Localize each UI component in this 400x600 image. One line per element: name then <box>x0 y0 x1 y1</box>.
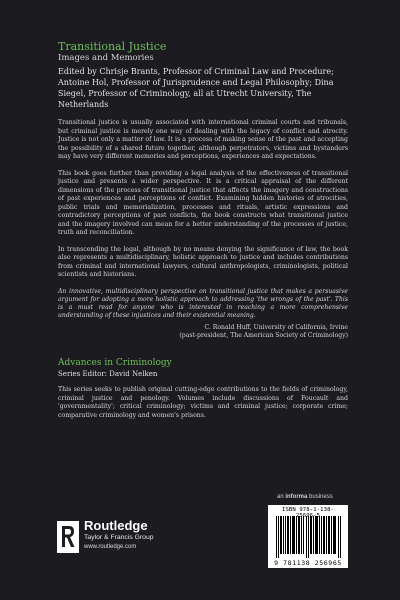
endorsement-author: C. Ronald Huff, University of California, Irvine <box>204 323 348 331</box>
informa-tagline <box>277 494 333 500</box>
informa-suffix: business <box>307 494 333 500</box>
isbn-number: ISBN 978-1-138-2 696-5 <box>281 507 335 519</box>
publisher-url: www.routledge.com <box>84 544 137 550</box>
informa-prefix: an <box>277 494 286 500</box>
routledge-logo-icon <box>57 521 79 553</box>
book-title: Transitional Justice <box>58 40 167 53</box>
barcode-bars <box>276 516 342 558</box>
book-subtitle: Images and Memories <box>58 53 154 63</box>
publisher-group: Taylor & Francis Group <box>84 534 154 541</box>
endorsement-author-role: (past-president, The American Society of Criminology) <box>179 331 348 339</box>
blurb-paragraph-3: In transcending the legal, although by no means denying the significance of law, the book also represents a multidisciplinary, holistic approach to justice and includes contributions from criminal and international lawyers, cultural anthropologists, criminologists, political scientists and historians. <box>58 245 348 278</box>
series-editor: Series Editor: David Nelken <box>58 370 158 379</box>
back-cover-text <box>58 40 348 420</box>
publisher-name: Routledge <box>84 518 148 533</box>
isbn-barcode <box>268 505 348 568</box>
informa-brand: informa <box>285 494 308 500</box>
series-title: Advances in Criminology <box>58 358 172 369</box>
endorsement-quote: An innovative, multidisciplinary perspective on transitional justice that makes a persuasive argument for adopting a more holistic approach to addressing 'the wrongs of the past'. This is a must read for anyone who is interested in reaching a more comprehensive understanding of these injustices and their existential meaning. <box>58 287 348 320</box>
barcode-digits: 9 781138 256965 <box>274 559 342 567</box>
book-editors: Edited by Chrisje Brants, Professor of Criminal Law and Procedure; Antoine Hol, Professor of Jurisprudence and Legal Philosophy; Dina Siegel, Professor of Criminology, all at Utrecht University, The Netherlands <box>58 67 334 109</box>
blurb-paragraph-2: This book goes further than providing a legal analysis of the effectiveness of transitional justice and presents a wider perspective. It is a critical appraisal of the different dimensions of the process of transitional justice that affects the imagery and constructions of past experiences and perceptions of conflict. Examining hidden histories of atrocities, public trials and memorialization, processes and rituals, artistic expressions and contradictory perceptions of past conflicts, the book constructs what transitional justice and the imagery involved can mean for a better understanding of the processes of justice, truth and reconciliation. <box>58 169 348 236</box>
series-description: This series seeks to publish original cutting-edge contributions to the fields of criminology, criminal justice and penology. Volumes include discussions of Foucault and 'governmentality'; critical criminology; victims and criminal justice; corporate crime; comparative criminology and women's prisons. <box>58 386 348 419</box>
blurb-paragraph-1: Transitional justice is usually associated with international criminal courts and tribunals, but criminal justice is merely one way of dealing with the legacy of conflict and atrocity. Justice is not only a matter of law. It is a process of making sense of the past and accepting the possibility of a shared future together, although perpetrators, victims and bystanders may have very different memories and perceptions, experiences and expectations. <box>58 119 348 160</box>
publisher-logo <box>57 518 197 558</box>
